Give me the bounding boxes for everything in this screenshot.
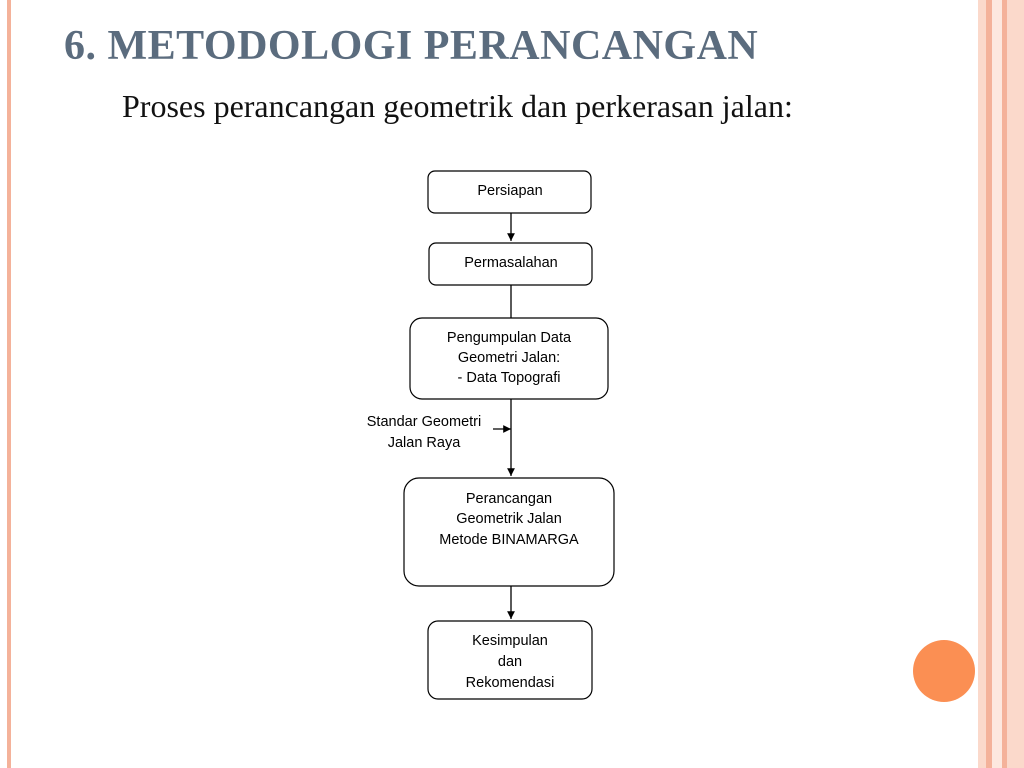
flow-node-label-line-1: Kesimpulan (472, 633, 548, 649)
flow-node-label-line-2: dan (497, 654, 523, 670)
side-input-standar (367, 414, 481, 451)
flow-node-pengumpulan-data (410, 318, 608, 399)
flow-node-label-line-3: Metode BINAMARGA (439, 532, 579, 548)
flow-node-persiapan (428, 171, 591, 213)
accent-circle (913, 640, 975, 702)
flow-node-label-line-2: Geometri Jalan: (457, 350, 561, 366)
side-input-label-line-1: Standar Geometri (366, 414, 482, 430)
flow-node-label-line-1: Pengumpulan Data (446, 330, 572, 346)
flow-node-perancangan-geometrik (404, 478, 614, 586)
flow-node-label-line-3: - Data Topografi (457, 370, 561, 386)
flow-node-label-line-3: Rekomendasi (465, 675, 555, 691)
intro-text: Proses perancangan geometrik dan perkerasan jalan: (122, 88, 793, 124)
flow-node-permasalahan (429, 243, 592, 285)
flow-node-kesimpulan (428, 621, 592, 699)
flow-node-label-line-1: Perancangan (465, 491, 553, 507)
flow-node-label: Persiapan (477, 183, 543, 199)
side-input-label-line-2: Jalan Raya (387, 435, 461, 451)
flow-node-label-line-2: Geometrik Jalan (456, 511, 562, 527)
flow-node-label: Permasalahan (464, 255, 558, 271)
slide-title: 6. METODOLOGI PERANCANGAN (64, 23, 759, 69)
